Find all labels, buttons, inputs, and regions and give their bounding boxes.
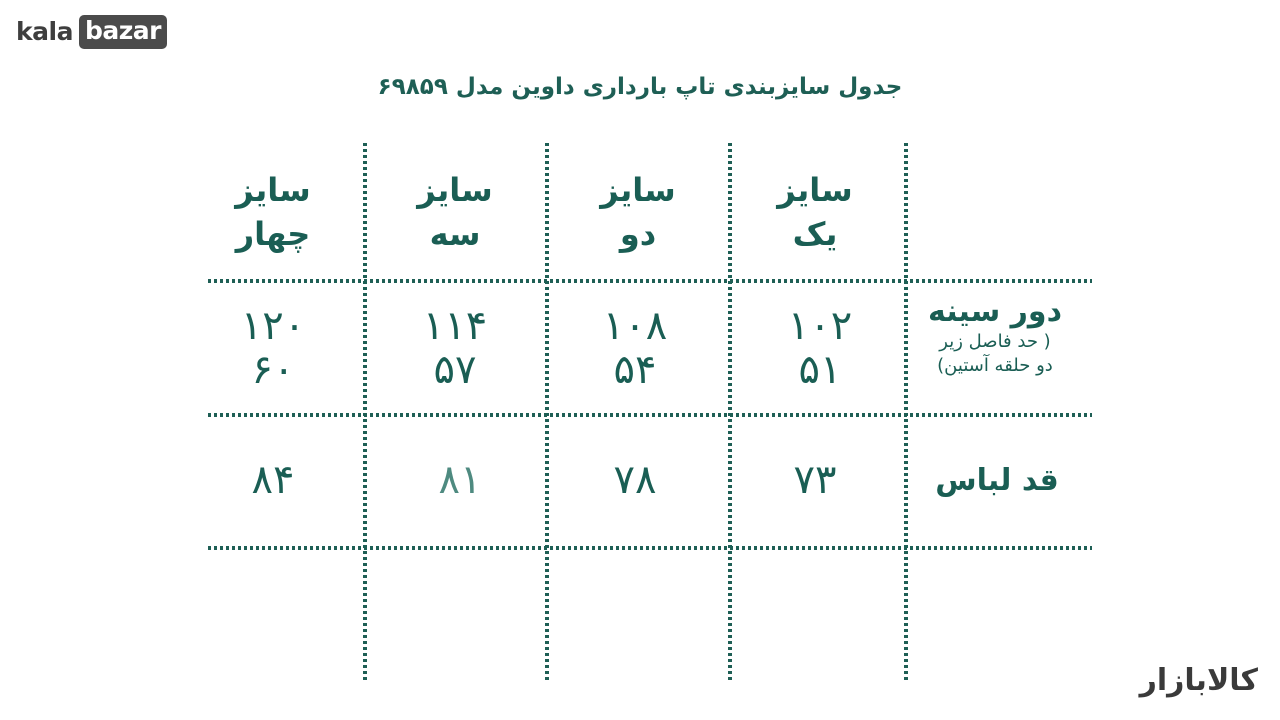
col-header-line1: سایز xyxy=(777,171,853,209)
kalabazar-watermark: کالابازار xyxy=(1139,663,1258,698)
chest-value-full: ۱۱۴ xyxy=(422,303,488,349)
row-label-chest-note-line2: دو حلقه آستین) xyxy=(937,355,1053,376)
row-label-chest-note-line1: ( حد فاصل زیر xyxy=(939,331,1051,352)
length-size-2: ۷۸ xyxy=(613,457,657,503)
chest-value-full: ۱۰۸ xyxy=(602,303,668,349)
chest-value-half: ۵۷ xyxy=(433,347,477,393)
chest-value-half: ۶۰ xyxy=(251,347,295,393)
length-size-3: ۸۱ xyxy=(438,457,482,503)
chest-size-2 xyxy=(560,304,710,392)
col-header-line2: چهار xyxy=(235,215,311,253)
col-header-line1: سایز xyxy=(600,171,676,209)
col-header-size-3 xyxy=(380,168,530,256)
col-header-line2: سه xyxy=(429,215,481,253)
row-label-chest xyxy=(910,294,1080,378)
chest-value-full: ۱۰۲ xyxy=(787,303,853,349)
row-label-chest-title: دور سینه xyxy=(928,294,1062,329)
logo-bazar-text: bazar xyxy=(79,15,167,49)
chest-size-1 xyxy=(745,304,895,392)
row-label-length: قد لباس xyxy=(935,463,1059,498)
col-header-line1: سایز xyxy=(235,171,311,209)
length-size-1: ۷۳ xyxy=(793,457,837,503)
col-header-size-4 xyxy=(198,168,348,256)
col-header-size-2 xyxy=(563,168,713,256)
col-header-line2: دو xyxy=(619,215,657,253)
chest-value-half: ۵۴ xyxy=(613,347,657,393)
chest-value-half: ۵۱ xyxy=(798,347,842,393)
chest-size-4 xyxy=(198,304,348,392)
chest-value-full: ۱۲۰ xyxy=(240,303,306,349)
col-header-line2: یک xyxy=(792,215,838,253)
page-title: جدول سایزبندی تاپ بارداری داوین مدل ۶۹۸۵۹ xyxy=(377,74,903,100)
chest-size-3 xyxy=(380,304,530,392)
logo-kala-text: kala xyxy=(16,17,73,46)
col-header-line1: سایز xyxy=(417,171,493,209)
col-header-size-1 xyxy=(740,168,890,256)
length-size-4: ۸۴ xyxy=(251,457,295,503)
